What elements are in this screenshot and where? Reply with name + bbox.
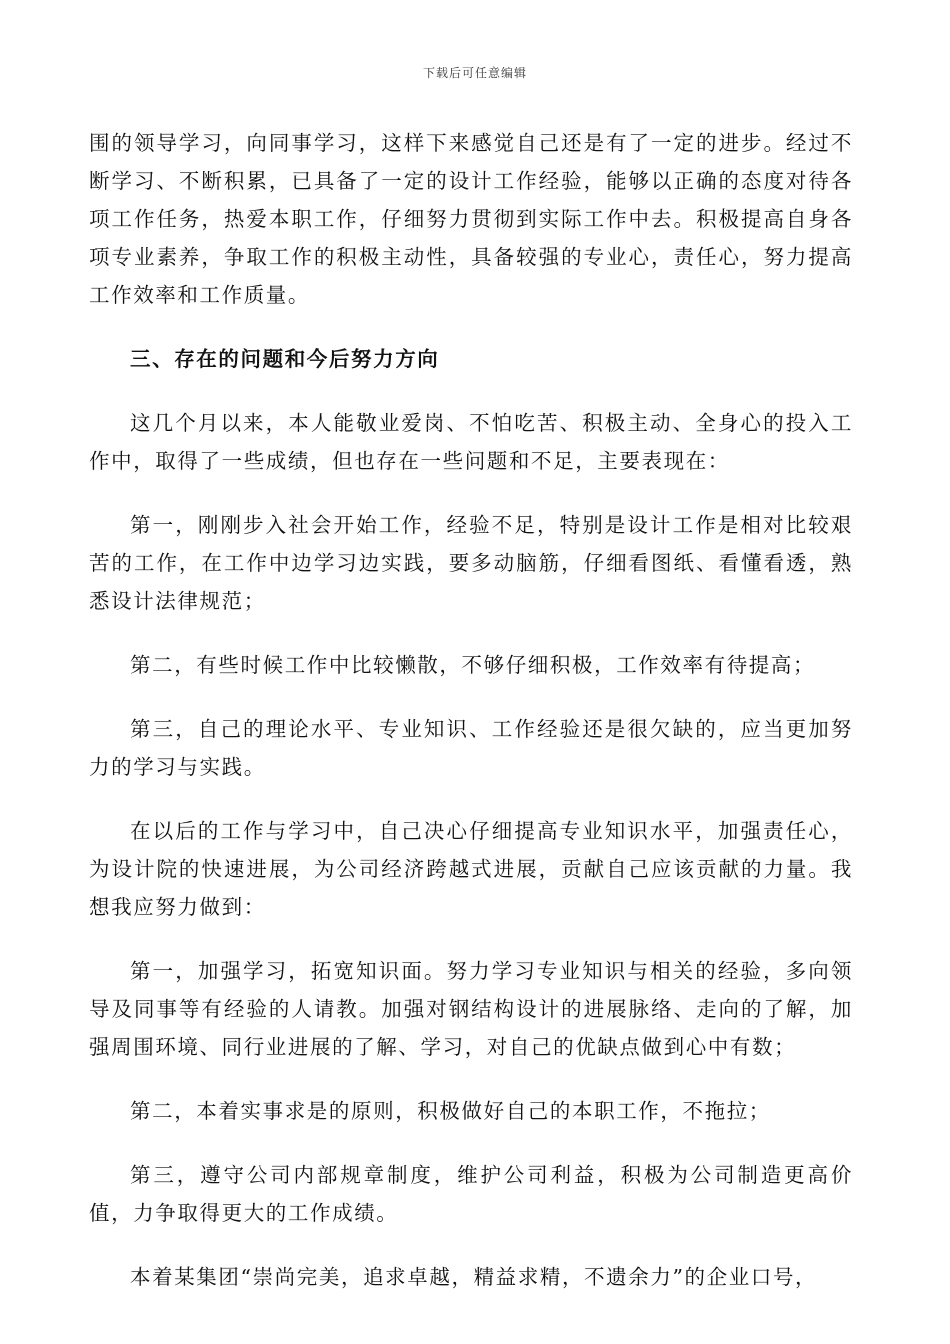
paragraph: 第三，遵守公司内部规章制度，维护公司利益，积极为公司制造更高价值，力争取得更大的工作成绩。 <box>89 1163 853 1225</box>
paragraph: 第三，自己的理论水平、专业知识、工作经验还是很欠缺的，应当更加努力的学习与实践。 <box>89 717 853 779</box>
paragraph-continuation: 围的领导学习，向同事学习，这样下来感觉自己还是有了一定的进步。经过不断学习、不断积累，已具备了一定的设计工作经验，能够以正确的态度对待各项工作任务，热爱本职工作，仔细努力贯彻到实际工作中去。积极提高自身各项专业素养，争取工作的积极主动性，具备较强的专业心，责任心，努力提高工作效率和工作质量。 <box>89 131 853 307</box>
paragraph: 在以后的工作与学习中，自己决心仔细提高专业知识水平，加强责任心，为设计院的快速进展，为公司经济跨越式进展，贡献自己应该贡献的力量。我想我应努力做到： <box>89 819 853 919</box>
paragraph: 第二，本着实事求是的原则，积极做好自己的本职工作，不拖拉； <box>130 1099 771 1123</box>
paragraph: 这几个月以来，本人能敬业爱岗、不怕吃苦、积极主动、全身心的投入工作中，取得了一些成绩，但也存在一些问题和不足，主要表现在： <box>89 411 853 473</box>
paragraph: 第一，加强学习，拓宽知识面。努力学习专业知识与相关的经验，多向领导及同事等有经验的人请教。加强对钢结构设计的进展脉络、走向的了解，加强周围环境、同行业进展的了解、学习，对自己的优缺点做到心中有数； <box>89 959 853 1059</box>
document-body <box>89 124 853 1322</box>
page-header: 下载后可任意编辑 <box>422 66 527 80</box>
paragraph: 本着某集团“崇尚完美，追求卓越，精益求精，不遗余力”的企业口号， <box>130 1265 818 1289</box>
paragraph: 第一，刚刚步入社会开始工作，经验不足，特别是设计工作是相对比较艰苦的工作，在工作中边学习边实践，要多动脑筋，仔细看图纸、看懂看透，熟悉设计法律规范； <box>89 513 853 613</box>
section-heading: 三、存在的问题和今后努力方向 <box>130 347 440 371</box>
paragraph: 第二，有些时候工作中比较懒散，不够仔细积极，工作效率有待提高； <box>130 653 816 677</box>
